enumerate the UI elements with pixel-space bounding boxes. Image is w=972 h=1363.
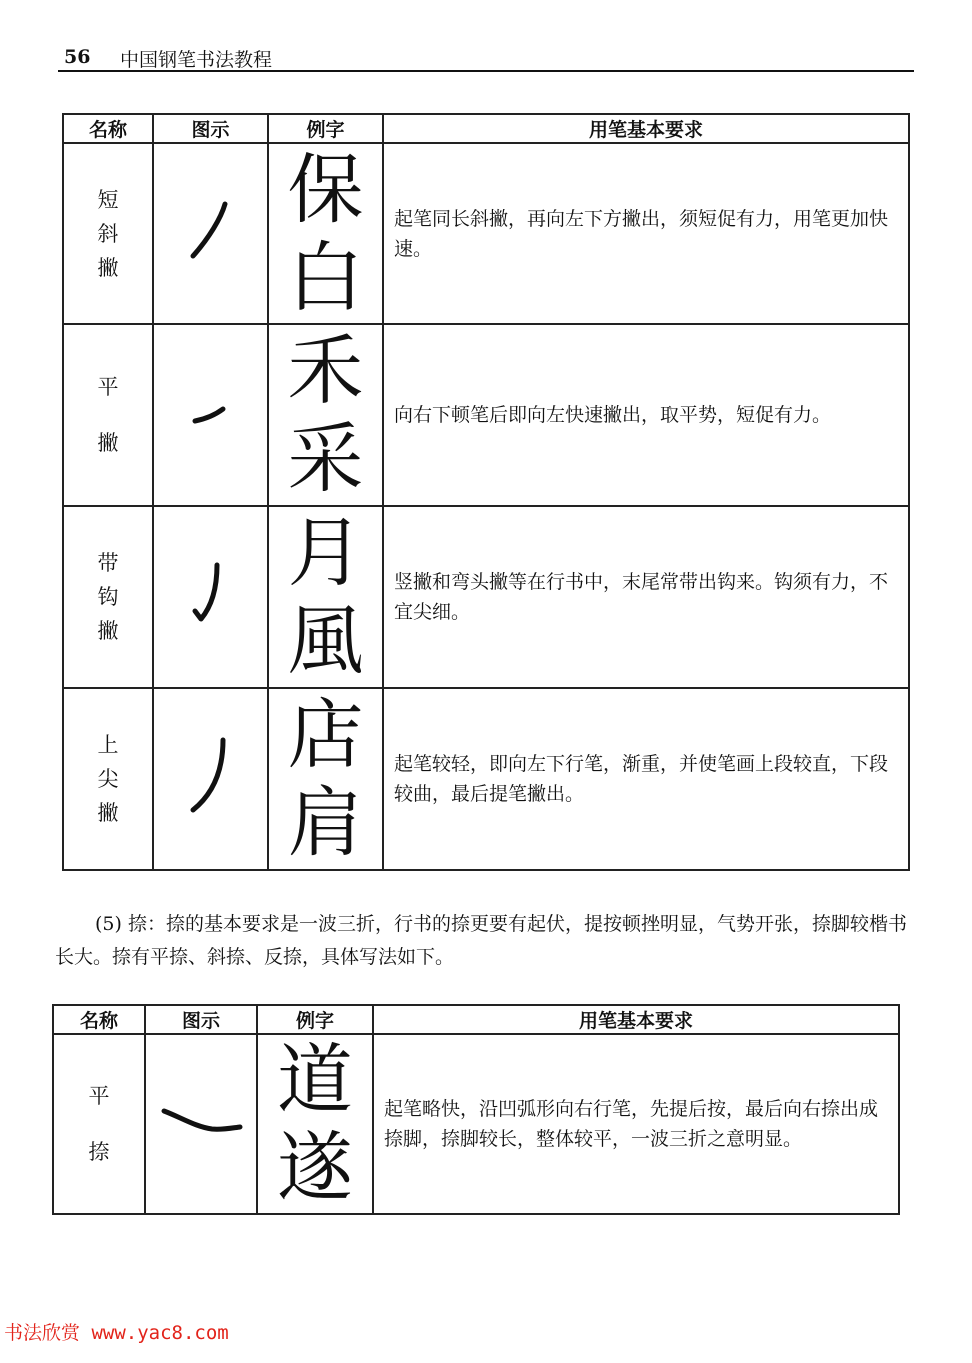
column-header-name: 名称 xyxy=(53,1005,145,1034)
example-char: 保 xyxy=(287,144,364,234)
example-characters xyxy=(268,143,383,324)
example-char: 肩 xyxy=(287,778,364,867)
book-title: 中国钢笔书法教程 xyxy=(120,49,273,71)
na-stroke-intro-paragraph: (5) 捺：捺的基本要求是一波三折，行书的捺更要有起伏，提按顿挫明显，气势开张，捺脚较楷书长大。捺有平捺、斜捺、反捺，具体写法如下。 xyxy=(55,913,907,968)
example-characters xyxy=(257,1034,373,1214)
hooked-pie-stroke-icon xyxy=(153,506,268,688)
example-char: 店 xyxy=(287,690,364,779)
column-header-requirement: 用笔基本要求 xyxy=(383,114,909,143)
column-header-requirement: 用笔基本要求 xyxy=(373,1005,899,1034)
table-row xyxy=(63,688,909,870)
table-row xyxy=(63,506,909,688)
stroke-name: 短 斜 撇 xyxy=(63,143,153,324)
na-strokes-table xyxy=(52,1004,900,1215)
column-header-name: 名称 xyxy=(63,114,153,143)
stroke-description: 起笔略快，沿凹弧形向右行笔，先提后按，最后向右捺出成捺脚，捺脚较长，整体较平，一波三折之意明显。 xyxy=(373,1034,899,1214)
page-header xyxy=(58,40,914,72)
column-header-example: 例字 xyxy=(268,114,383,143)
example-characters xyxy=(268,506,383,688)
stroke-name: 上 尖 撇 xyxy=(63,688,153,870)
example-char: 白 xyxy=(287,232,364,322)
example-char: 禾 xyxy=(287,326,364,415)
site-watermark: 书法欣赏 www.yac8.com xyxy=(4,1322,229,1344)
page-number: 56 xyxy=(64,46,91,68)
short-slant-pie-stroke-icon xyxy=(153,143,268,324)
example-char: 月 xyxy=(287,508,364,597)
example-characters xyxy=(268,324,383,506)
stroke-description: 起笔同长斜撇，再向左下方撇出，须短促有力，用笔更加快速。 xyxy=(383,143,909,324)
table-row xyxy=(53,1034,899,1214)
example-char: 采 xyxy=(287,414,364,503)
stroke-name: 带 钩 撇 xyxy=(63,506,153,688)
example-char: 道 xyxy=(277,1035,353,1124)
stroke-name: 平 撇 xyxy=(63,324,153,506)
column-header-example: 例字 xyxy=(257,1005,373,1034)
pointed-top-pie-stroke-icon xyxy=(153,688,268,870)
stroke-description: 竖撇和弯头撇等在行书中，末尾常带出钩来。钩须有力，不宜尖细。 xyxy=(383,506,909,688)
flat-pie-stroke-icon xyxy=(153,324,268,506)
example-char: 風 xyxy=(287,596,364,685)
stroke-description: 向右下顿笔后即向左快速撇出，取平势，短促有力。 xyxy=(383,324,909,506)
stroke-description: 起笔较轻，即向左下行笔，渐重，并使笔画上段较直，下段较曲，最后提笔撇出。 xyxy=(383,688,909,870)
table-row xyxy=(63,143,909,324)
flat-na-stroke-icon xyxy=(145,1034,257,1214)
example-char: 遂 xyxy=(277,1123,353,1212)
example-characters xyxy=(268,688,383,870)
stroke-name: 平 捺 xyxy=(53,1034,145,1214)
table-row xyxy=(63,324,909,506)
pie-strokes-table xyxy=(62,113,910,871)
column-header-diagram: 图示 xyxy=(153,114,268,143)
column-header-diagram: 图示 xyxy=(145,1005,257,1034)
